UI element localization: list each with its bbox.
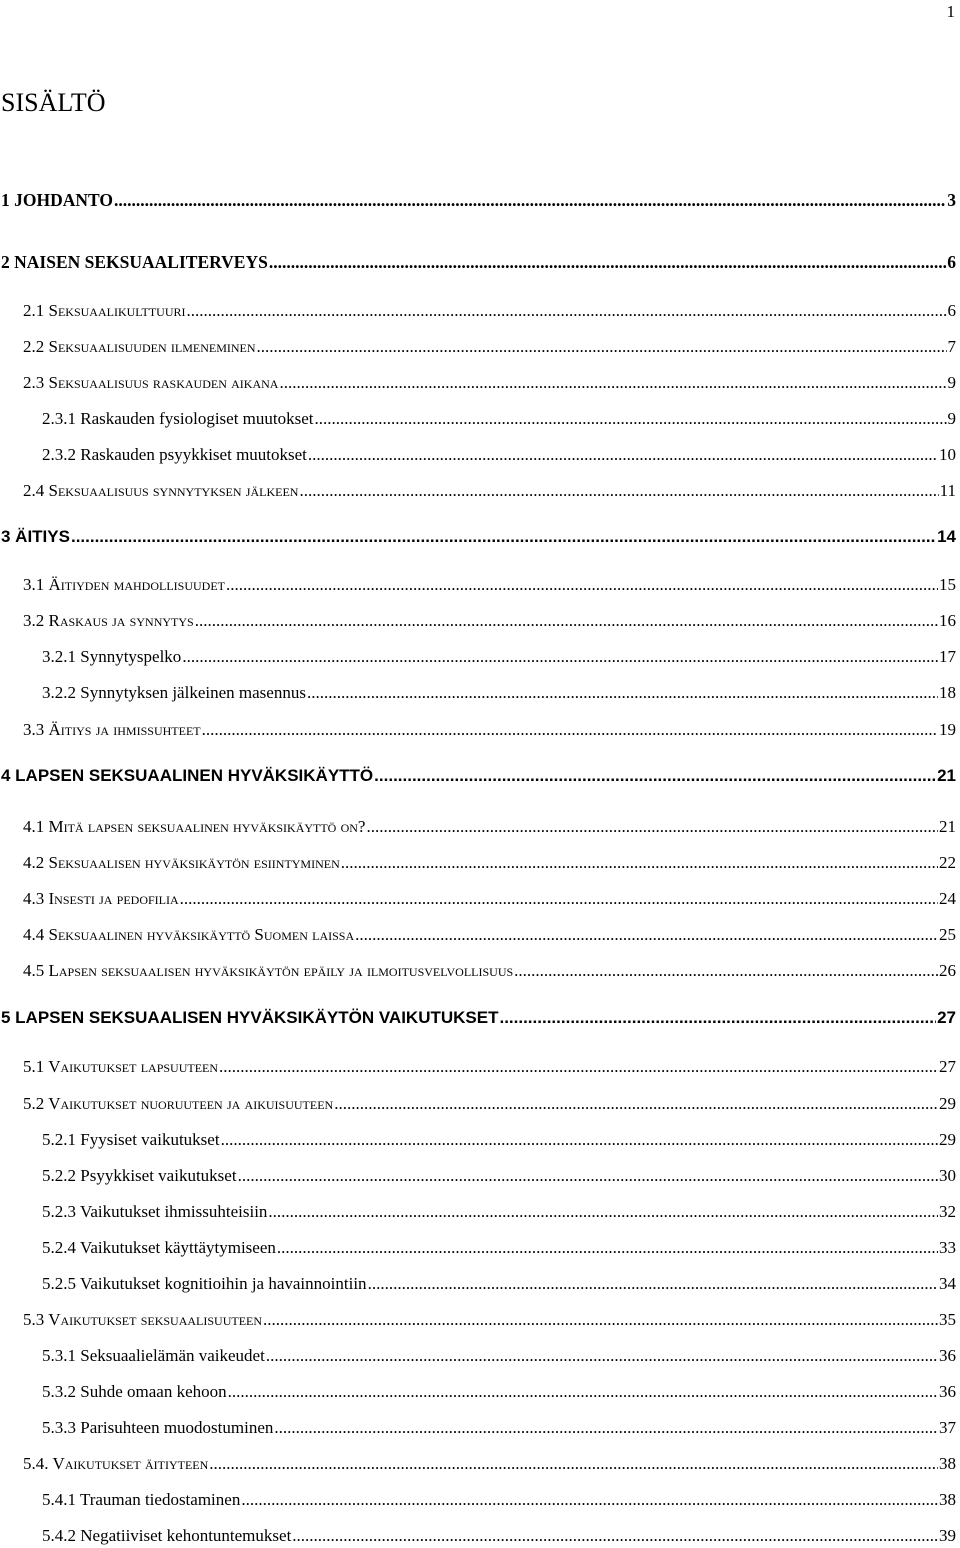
toc-leader-dots [341, 853, 938, 873]
toc-entry-title: 2.3 Seksuaalisuus raskauden aikana [23, 373, 279, 392]
toc-entry-page: 11 [939, 481, 956, 500]
toc-entry-title: 5.2.2 Psyykkiset vaikutukset [42, 1166, 237, 1185]
toc-entry[interactable] [1, 766, 956, 786]
toc-entry-page: 15 [939, 575, 956, 594]
toc-entry-title: 5.4.2 Negatiiviset kehontuntemukset [42, 1526, 292, 1545]
toc-leader-dots [366, 817, 938, 837]
toc-entry-title: 4.3 Insesti ja pedofilia [23, 889, 179, 908]
toc-entry[interactable] [42, 1382, 956, 1402]
toc-entry[interactable] [23, 720, 956, 740]
toc-leader-dots [274, 1418, 938, 1438]
toc-entry-title: 3.2.2 Synnytyksen jälkeinen masennus [42, 683, 306, 702]
toc-entry-page: 36 [939, 1382, 956, 1401]
toc-leader-dots [307, 683, 938, 703]
toc-leader-dots [355, 925, 938, 945]
toc-entry-page: 7 [947, 337, 956, 356]
toc-leader-dots [308, 445, 938, 465]
toc-entry-page: 29 [939, 1130, 956, 1149]
toc-entry-title: 5.2.4 Vaikutukset käyttäytymiseen [42, 1238, 276, 1257]
toc-entry[interactable] [42, 445, 956, 465]
toc-leader-dots [257, 337, 947, 357]
toc-leader-dots [368, 1274, 938, 1294]
toc-entry-title: 2 NAISEN SEKSUAALITERVEYS [1, 252, 268, 272]
toc-entry-page: 36 [939, 1346, 956, 1365]
toc-entry-page: 17 [939, 647, 956, 666]
toc-entry-page: 32 [939, 1202, 956, 1221]
toc-leader-dots [180, 889, 938, 909]
toc-leader-dots [226, 575, 938, 595]
toc-entry-page: 34 [939, 1274, 956, 1293]
toc-entry[interactable] [42, 1202, 956, 1222]
toc-entry-title: 5.4.1 Trauman tiedostaminen [42, 1490, 241, 1509]
toc-entry-title: 3.2.1 Synnytyspelko [42, 647, 182, 666]
toc-leader-dots [277, 1238, 938, 1258]
toc-entry-page: 37 [939, 1418, 956, 1437]
toc-entry-title: 4.4 Seksuaalinen hyväksikäyttö Suomen laissa [23, 925, 355, 944]
toc-entry[interactable] [42, 1418, 956, 1438]
toc-leader-dots [269, 252, 946, 273]
toc-entry-title: 5.2.1 Fyysiset vaikutukset [42, 1130, 220, 1149]
toc-entry-page: 3 [947, 190, 956, 210]
toc-entry[interactable] [23, 301, 956, 321]
toc-leader-dots [238, 1166, 938, 1186]
toc-leader-dots [241, 1490, 938, 1510]
toc-entry-page: 39 [939, 1526, 956, 1545]
toc-entry-page: 38 [939, 1454, 956, 1473]
toc-entry-title: 3.2 Raskaus ja synnytys [23, 611, 194, 630]
toc-entry-title: 4.2 Seksuaalisen hyväksikäytön esiintyminen [23, 853, 340, 872]
toc-entry[interactable] [1, 190, 956, 211]
toc-entry-title: 5.3 Vaikutukset seksuaalisuuteen [23, 1310, 263, 1329]
toc-leader-dots [71, 527, 936, 547]
toc-entry[interactable] [42, 683, 956, 703]
toc-entry-page: 26 [939, 961, 956, 980]
toc-entry-title: 2.4 Seksuaalisuus synnytyksen jälkeen [23, 481, 299, 500]
toc-leader-dots [299, 481, 938, 501]
toc-entry-title: 3 ÄITIYS [1, 527, 70, 546]
toc-leader-dots [182, 647, 938, 667]
toc-entry[interactable] [42, 1346, 956, 1366]
toc-entry-page: 22 [939, 853, 956, 872]
toc-entry-page: 30 [939, 1166, 956, 1185]
toc-entry[interactable] [23, 1310, 956, 1330]
toc-entry[interactable] [1, 527, 956, 547]
toc-entry-page: 6 [947, 252, 956, 272]
toc-entry[interactable] [42, 1274, 956, 1294]
toc-heading: SISÄLTÖ [1, 88, 106, 117]
toc-entry-title: 5.4. Vaikutukset äitiyteen [23, 1454, 209, 1473]
toc-leader-dots [268, 1202, 938, 1222]
toc-entry-page: 14 [937, 527, 956, 546]
toc-entry-page: 24 [939, 889, 956, 908]
toc-entry-page: 6 [947, 301, 956, 320]
toc-entry-title: 3.1 Äitiyden mahdollisuudet [23, 575, 225, 594]
toc-leader-dots [114, 190, 946, 211]
toc-leader-dots [334, 1094, 938, 1114]
toc-leader-dots [195, 611, 938, 631]
toc-entry[interactable] [23, 889, 956, 909]
toc-entry-title: 5.1 Vaikutukset lapsuuteen [23, 1057, 219, 1076]
toc-entry-title: 5.2 Vaikutukset nuoruuteen ja aikuisuuteen [23, 1094, 334, 1113]
toc-entry-page: 35 [939, 1310, 956, 1329]
toc-entry-title: 2.3.1 Raskauden fysiologiset muutokset [42, 409, 314, 428]
toc-entry-page: 19 [939, 720, 956, 739]
toc-entry[interactable] [1, 1008, 956, 1028]
toc-entry-page: 33 [939, 1238, 956, 1257]
toc-leader-dots [499, 1008, 936, 1028]
toc-leader-dots [266, 1346, 938, 1366]
toc-entry-title: 5.3.1 Seksuaalielämän vaikeudet [42, 1346, 265, 1365]
toc-entry[interactable] [23, 1057, 956, 1077]
toc-entry-title: 2.1 Seksuaalikulttuuri [23, 301, 186, 320]
toc-leader-dots [514, 961, 938, 981]
toc-entry-title: 5.2.3 Vaikutukset ihmissuhteisiin [42, 1202, 268, 1221]
toc-entry[interactable] [23, 1094, 956, 1114]
toc-entry-title: 4.1 Mitä lapsen seksuaalinen hyväksikäyttö on? [23, 817, 366, 836]
toc-entry[interactable] [23, 817, 956, 837]
toc-entry[interactable] [42, 409, 956, 429]
toc-leader-dots [228, 1382, 938, 1402]
toc-entry-page: 21 [937, 766, 956, 785]
toc-entry[interactable] [23, 853, 956, 873]
toc-entry[interactable] [23, 1454, 956, 1474]
toc-entry[interactable] [23, 481, 956, 501]
toc-entry[interactable] [42, 1490, 956, 1510]
toc-entry-title: 3.3 Äitiys ja ihmissuhteet [23, 720, 201, 739]
toc-entry-title: 5 LAPSEN SEKSUAALISEN HYVÄKSIKÄYTÖN VAIKUTUKSET [1, 1008, 499, 1027]
toc-entry[interactable] [42, 1238, 956, 1258]
toc-entry-title: 2.2 Seksuaalisuuden ilmeneminen [23, 337, 256, 356]
toc-entry-page: 27 [937, 1008, 956, 1027]
toc-entry[interactable] [23, 337, 956, 357]
toc-entry[interactable] [23, 373, 956, 393]
toc-entry-page: 27 [939, 1057, 956, 1076]
toc-entry-page: 9 [947, 409, 956, 428]
toc-leader-dots [202, 720, 938, 740]
toc-leader-dots [315, 409, 947, 429]
toc-entry-page: 9 [947, 373, 956, 392]
toc-leader-dots [221, 1130, 938, 1150]
toc-entry[interactable] [1, 252, 956, 273]
toc-entry-page: 25 [939, 925, 956, 944]
toc-entry-page: 29 [939, 1094, 956, 1113]
toc-entry-title: 5.3.3 Parisuhteen muodostuminen [42, 1418, 274, 1437]
toc-entry[interactable] [42, 1526, 956, 1546]
toc-entry-title: 2.3.2 Raskauden psyykkiset muutokset [42, 445, 307, 464]
toc-leader-dots [374, 766, 936, 786]
toc-leader-dots [292, 1526, 938, 1546]
toc-entry-title: 5.2.5 Vaikutukset kognitioihin ja havainnointiin [42, 1274, 367, 1293]
toc-entry-title: 4 LAPSEN SEKSUAALINEN HYVÄKSIKÄYTTÖ [1, 766, 374, 785]
toc-entry[interactable] [42, 647, 956, 667]
toc-entry[interactable] [23, 611, 956, 631]
toc-leader-dots [219, 1057, 938, 1077]
toc-entry[interactable] [23, 925, 956, 945]
page-number: 1 [946, 2, 955, 21]
toc-entry-title: 5.3.2 Suhde omaan kehoon [42, 1382, 227, 1401]
toc-entry[interactable] [42, 1130, 956, 1150]
toc-entry[interactable] [23, 575, 956, 595]
toc-leader-dots [279, 373, 946, 393]
toc-entry[interactable] [42, 1166, 956, 1186]
toc-entry-title: 1 JOHDANTO [1, 190, 113, 210]
toc-entry-page: 10 [939, 445, 956, 464]
toc-entry-title: 4.5 Lapsen seksuaalisen hyväksikäytön epäily ja ilmoitusvelvollisuus [23, 961, 514, 980]
toc-leader-dots [263, 1310, 938, 1330]
toc-entry-page: 38 [939, 1490, 956, 1509]
toc-entry[interactable] [23, 961, 956, 981]
toc-entry-page: 16 [939, 611, 956, 630]
toc-entry-page: 18 [939, 683, 956, 702]
toc-leader-dots [209, 1454, 938, 1474]
toc-leader-dots [187, 301, 947, 321]
toc-entry-page: 21 [939, 817, 956, 836]
